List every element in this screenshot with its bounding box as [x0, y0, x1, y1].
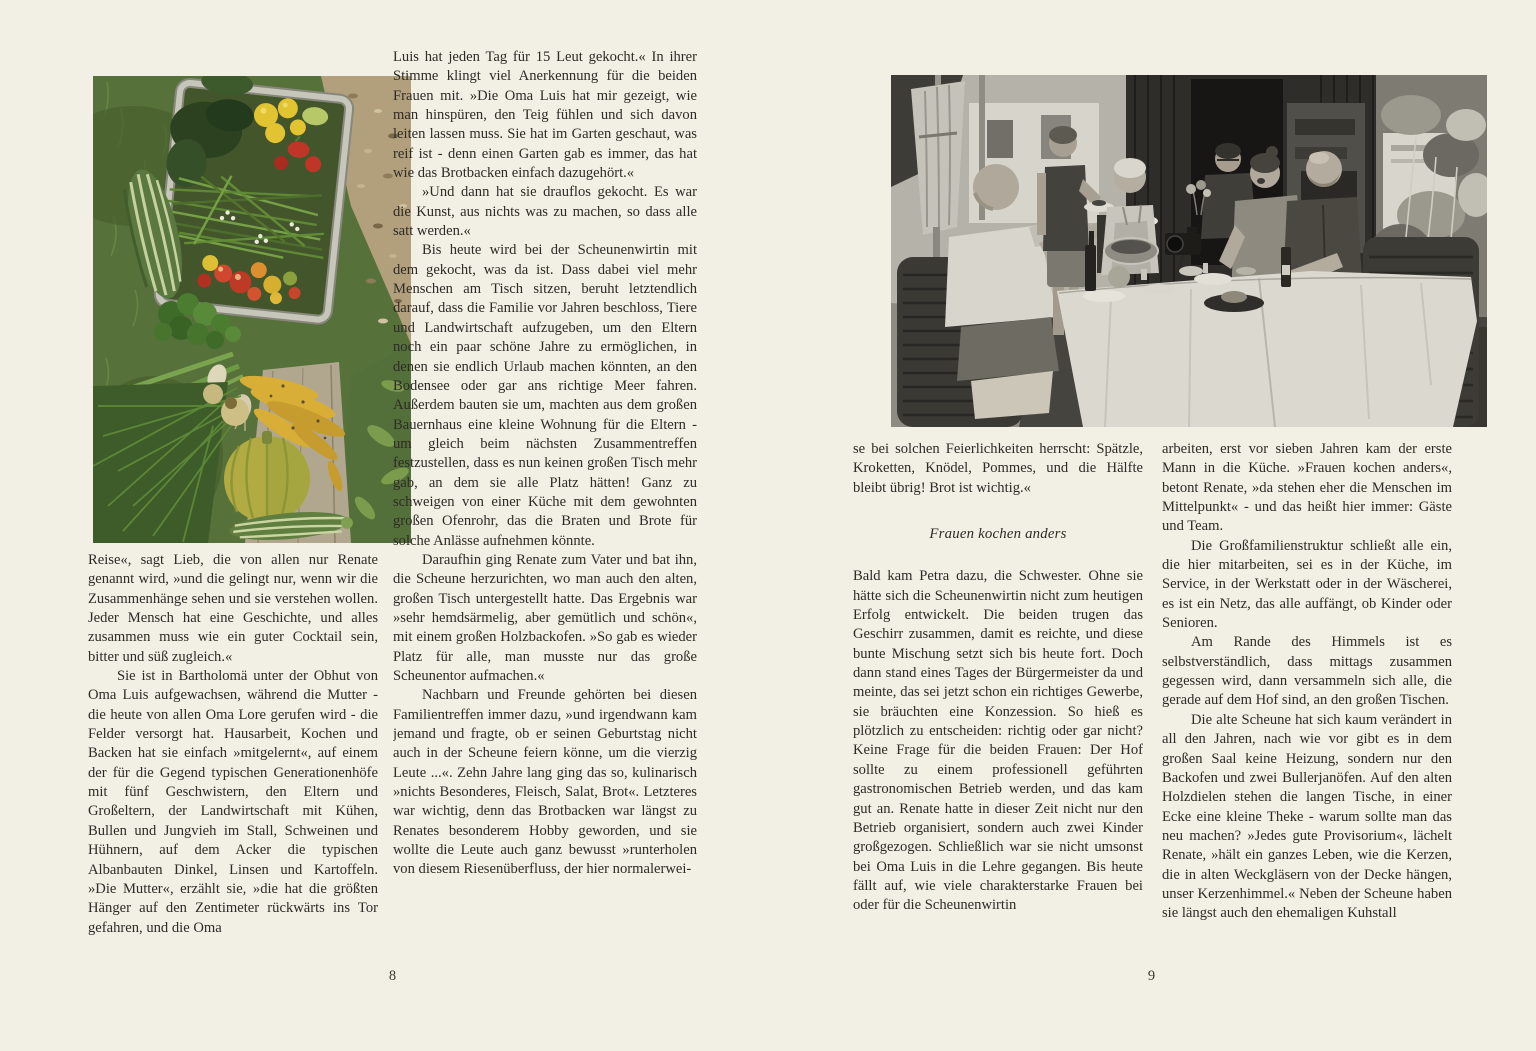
family-dinner-photo: [891, 75, 1487, 427]
paragraph: Bald kam Petra dazu, die Schwester. Ohne sie hätte sich die Scheunenwirtin nicht zum heutigen Erfolg entwickelt. Die beiden trugen das Geschirr zusammen, damit es reichte, und diese bunte Mischung setzt sich bis heute fort. Doch dann stand eines Tages der Bürgermeister da und meinte, das sei jetzt schon ein richtiges Gewerbe, sie bräuchten eine Konzession. So hieß es plötzlich zu entscheiden: richtig oder gar nicht? Keine Frage für die beiden Frauen: Der Hof sollte zu einem professionell geführten gastronomischen Betrieb werden, und das kam gut an. Renate hatte in dieser Zeit nicht nur den Betrieb organisiert, sondern auch zwei Kinder großgezogen. Schließlich war sie nicht umsonst bei Oma Luis in die Lehre gegangen. Bis heute fällt auf, wie viele charakterstarke Frauen bei oder für die Scheunenwirtin: [853, 568, 1143, 914]
paragraph: arbeiten, erst vor sieben Jahren kam der erste Mann in die Küche. »Frauen kochen anders«, betont Renate, »da stehen eher die Menschen im Mittelpunkt« - und das heißt hier immer: Gäste und Team.: [1162, 441, 1452, 535]
plate: [1083, 290, 1125, 302]
paragraph: Sie ist in Bartholomä unter der Obhut von Oma Luis aufgewachsen, während die Mutter - die heute von allen Oma Lore gerufen wird - die Felder versorgt hat. Hausarbeit, Kochen und Backen hat sie einfach »mitgelernt«, auf einem der für die Gegend typischen Generationenhöfe mit fünf Geschwistern, den Eltern und Großeltern, der Landwirtschaft mit Kühen, Bullen und Jungvieh im Stall, Schweinen und Hühnern, auf dem Acker die typischen Albanbauten Dinkel, Linsen und Kartoffeln. »Die Mutter«, erzählt sie, »die hat die größten Hänger auf den Zentimeter rückwärts ins Tor gefahren, und die Oma: [88, 668, 378, 936]
right-page-column-2: [1162, 440, 1452, 952]
paragraph: Nachbarn und Freunde gehörten bei diesen Familientreffen immer dazu, »und irgendwann kam jemand und fragte, ob er seinen Geburtstag nicht auch in der Scheune feiern könne, um die vierzig Leute ...«. Zehn Jahre lang ging das so, kulinarisch »nichts Besonderes, Fleisch, Salat, Brot«. Letzteres war wichtig, denn das Brotbacken war längst zu Renates besonderem Hobby geworden, und sie wollte die Leute auch ganz bewusst »runterholen von diesem Riesenüberfluss, der hier normalerwei-: [393, 687, 697, 878]
paragraph: »Und dann hat sie drauflos gekocht. Es war die Kunst, aus nichts was zu machen, so dass alle satt werden.«: [393, 184, 697, 240]
paragraph: Daraufhin ging Renate zum Vater und bat ihn, die Scheune herzurichten, wo man auch den alten, großen Tisch untergestellt hatte. Das Ergebnis war »sehr hemdsärmelig, aber gemütlich und schön«, mit einem großen Holzbackofen. »So gab es wieder Platz für alle, man musste nur das große Scheunentor aufmachen.«: [393, 551, 697, 684]
page-number-right: 9: [1147, 968, 1156, 984]
right-page-column-1: [853, 440, 1143, 952]
left-page-column-2: [393, 48, 697, 956]
dinner-photo-illustration: [891, 75, 1487, 427]
clay-jar: [1108, 266, 1130, 288]
wine-bottle: [1085, 245, 1096, 291]
paragraph: Luis hat jeden Tag für 15 Leut gekocht.« In ihrer Stimme klingt viel Anerkennung für die beiden Frauen mit. »Die Oma Luis hat mir gezeigt, wie man hinspüren, den Teig fühlen und sich davon leiten lassen muss. Sie hat im Garten geschaut, was reif ist - denn einen Garten gab es immer, das hat wie das Brotbacken einfach dazugehört.«: [393, 49, 697, 182]
vegetable-photo-illustration: [93, 76, 411, 543]
paragraph: Bis heute wird bei der Scheunenwirtin mit dem gekocht, was da ist. Dass dabei viel mehr Menschen am Tisch sitzen, beruht letztendlich darauf, dass die Familie vor Jahren beschloss, Tiere und Landwirtschaft aufzugeben, um den Eltern noch ein paar schöne Jahre zu ermöglichen, in denen sie endlich Urlaub machen könnten, an den Bodensee oder gar ans richtige Meer fahren. Außerdem bauten sie um, machten aus dem großen Bauernhaus eine kleine Wohnung für die Eltern - um gleich beim nächsten Zusammentreffen festzustellen, dass es nun keinen großen Tisch mehr gab, an dem sie alle Platz hätten! Ganz zu schweigen von einer Küche mit dem gewohnten großen Ofenrohr, das die Braten und Brote für solche Anlässe aufnehmen könnte.: [393, 242, 697, 549]
paragraph: se bei solchen Feierlichkeiten herrscht: Spätzle, Kroketten, Knödel, Pommes, und die Hälfte bleibt übrig! Brot ist wichtig.«: [853, 441, 1143, 496]
paragraph: Reise«, sagt Lieb, die von allen nur Renate genannt wird, »und die gelingt nur, wenn wir die Zusammenhänge sehen und sie verstehen wollen. Jeder Mensch hat eine Geschichte, und alles zusammen muss wie ein guter Cocktail sein, bitter und süß zugleich.«: [88, 552, 378, 665]
paragraph: Am Rande des Himmels ist es selbstverständlich, dass mittags zusammen gegessen wird, dann versammeln sich alle, die gerade auf dem Hof sind, an den großen Tischen.: [1162, 634, 1452, 709]
paragraph: Die alte Scheune hat sich kaum verändert in all den Jahren, nach wie vor gibt es in dem großen Saal keine Heizung, sondern nur den Backofen und zwei Bullerjanöfen. Auf den alten Holzdielen stehen die langen Tische, in einer Ecke eine kleine Theke - warum sollte man das neu machen? »Jedes gute Provisorium«, lächelt Renate, »hält ein ganzes Leben, wie die Kerzen, die in alten Weckgläsern von der Decke hängen, unser Kerzenhimmel.« Neben der Scheune haben sie längst auch den ehemaligen Kuhstall: [1162, 711, 1452, 922]
paragraph: Die Großfamilienstruktur schließt alle ein, die hier mitarbeiten, sei es in der Küche, im Service, in der Werkstatt oder in der Wäscherei, es ist ein Netz, das alle auffängt, ob Kinder oder Senioren.: [1162, 537, 1452, 632]
left-page-column-1: [88, 551, 378, 943]
plate: [1194, 273, 1232, 285]
plate: [1143, 284, 1175, 294]
section-heading: Frauen kochen anders: [929, 526, 1067, 543]
page-number-left: 8: [388, 968, 397, 984]
vegetable-harvest-photo: [93, 76, 411, 543]
